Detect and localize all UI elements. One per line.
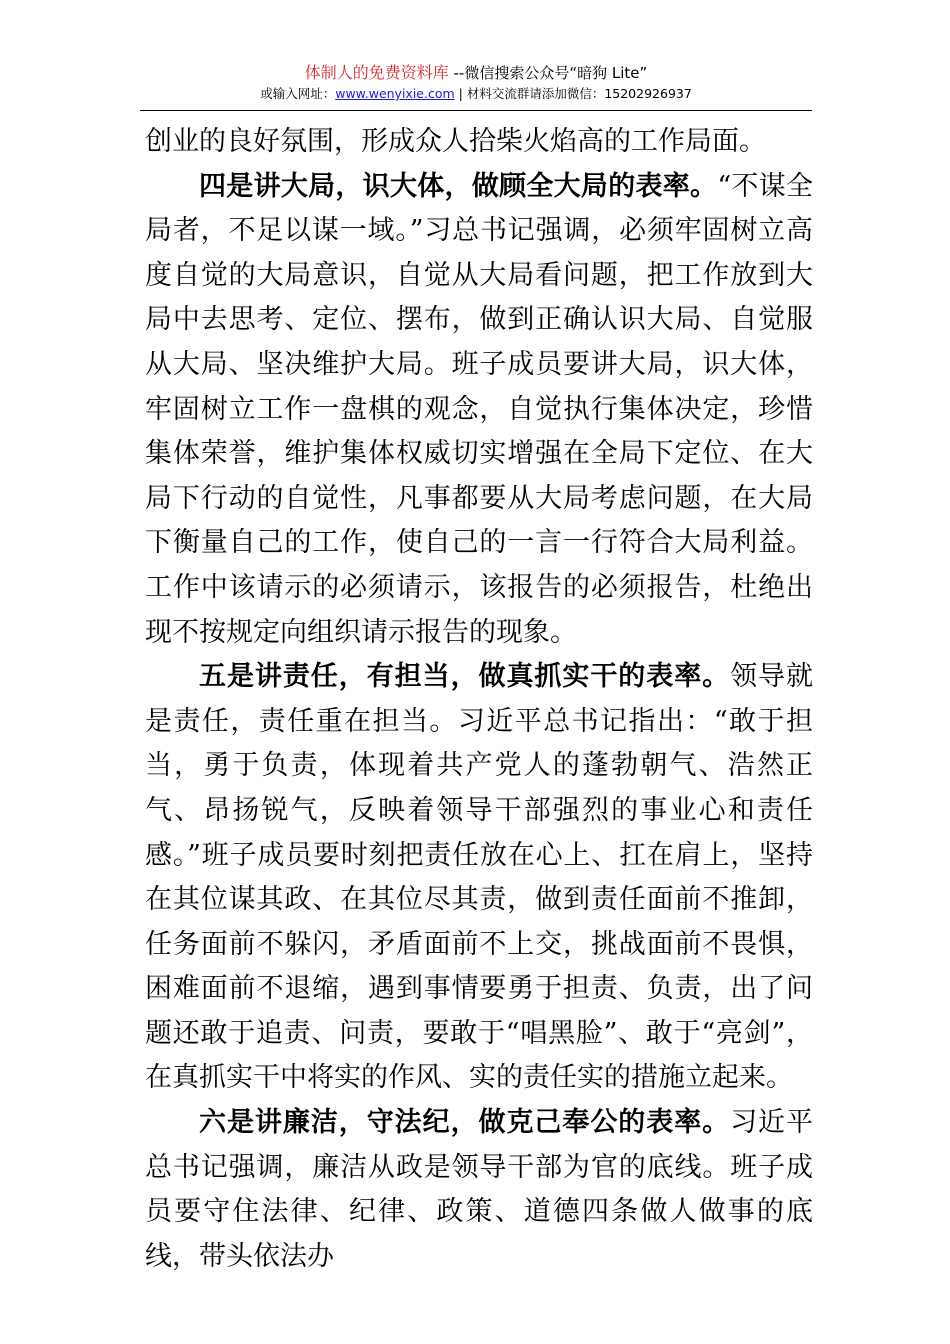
paragraph-heading: 五是讲责任，有担当，做真抓实干的表率。 [199, 661, 731, 693]
header-line-2 [140, 84, 812, 104]
header-line-1 [140, 62, 812, 84]
brand-title: 体制人的免费资料库 [304, 63, 449, 82]
paragraph-integrity [145, 1101, 813, 1279]
paragraph-text: 领导就是责任，责任重在担当。习近平总书记指出：“敢于担当，勇于负责，体现着共产党人的蓬勃朝气、浩然正气、昂扬锐气，反映着领导干部强烈的事业心和责任感。”班子成员要时刻把责任放在心上、扛在肩上，坚持在其位谋其政、在其位尽其责，做到责任面前不推卸，任务面前不躲闪，矛盾面前不上交，挑战面前不畏惧，困难面前不退缩，遇到事情要勇于担责、负责，出了问题还敢于追责、问责，要敢于“唱黑脸”、敢于“亮剑”，在真抓实干中将实的作风、实的责任实的措施立起来。 [145, 661, 814, 1094]
paragraph-continuation: 创业的良好氛围，形成众人拾柴火焰高的工作局面。 [145, 126, 766, 157]
header-tagline: --微信搜索公众号“暗狗 Lite” [448, 64, 648, 82]
paragraph-heading: 六是讲廉洁，守法纪，做克己奉公的表率。 [199, 1107, 731, 1139]
website-link[interactable]: www.wenyixie.com [335, 86, 455, 101]
document-body [145, 120, 813, 1279]
page-header [140, 62, 812, 111]
paragraph-text: “不谋全局者，不足以谋一域。”习总书记强调，必须牢固树立高度自觉的大局意识，自觉从大局看问题，把工作放到大局中去思考、定位、摆布，做到正确认识大局、自觉服从大局、坚决维护大局。班子成员要讲大局，识大体，牢固树立工作一盘棋的观念，自觉执行集体决定，珍惜集体荣誉，维护集体权威切实增强在全局下定位、在大局下行动的自觉性，凡事都要从大局考虑问题，在大局下衡量自己的工作，使自己的一言一行符合大局利益。工作中该请示的必须请示，该报告的必须报告，杜绝出现不按规定向组织请示报告的现象。 [145, 170, 813, 648]
paragraph-big-picture [145, 165, 813, 656]
url-prefix: 或输入网址： [260, 86, 336, 101]
paragraph-heading: 四是讲大局，识大体，做顾全大局的表率。 [199, 170, 718, 202]
paragraph-responsibility [145, 655, 813, 1101]
paragraph-text: 习近平总书记强调，廉洁从政是领导干部为官的底线。班子成员要守住法律、纪律、政策、道德四条做人做事的底线，带头依法办 [145, 1107, 814, 1272]
contact-info: | 材料交流群请添加微信：15202926937 [454, 86, 692, 101]
